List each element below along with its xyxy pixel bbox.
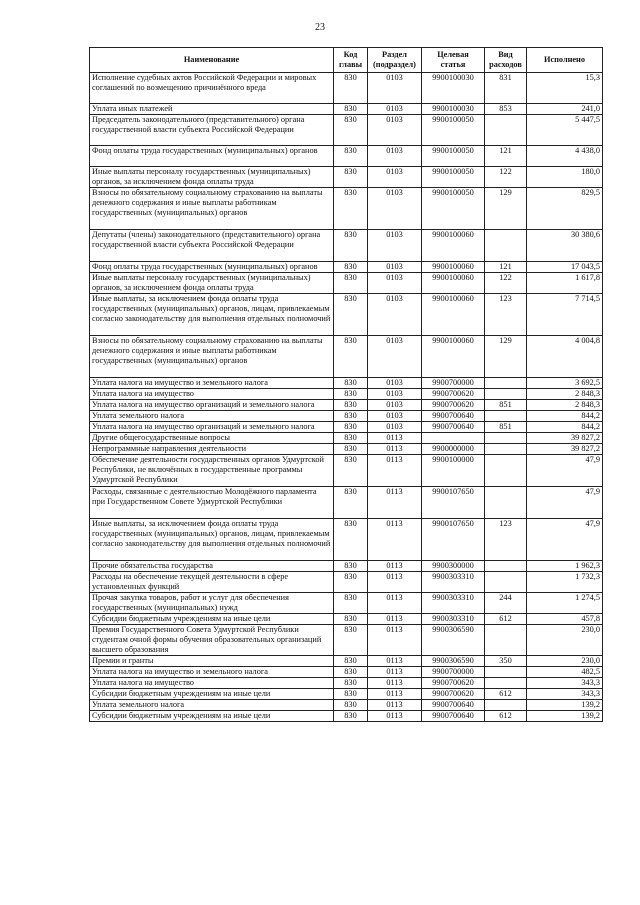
- cell-section: 0103: [368, 167, 422, 188]
- header-code: Код главы: [334, 48, 368, 73]
- table-row: [90, 700, 603, 711]
- cell-section: 0103: [368, 378, 422, 389]
- cell-section: 0113: [368, 614, 422, 625]
- cell-section: 0113: [368, 572, 422, 593]
- cell-name: Субсидии бюджетным учреждениям на иные цели: [90, 711, 334, 722]
- cell-kind: 123: [485, 519, 527, 561]
- cell-amount: 829,5: [527, 188, 603, 230]
- cell-amount: 343,3: [527, 689, 603, 700]
- table-row: [90, 378, 603, 389]
- cell-article: 9900700620: [422, 689, 485, 700]
- cell-amount: 844,2: [527, 411, 603, 422]
- cell-article: 9900700640: [422, 711, 485, 722]
- cell-amount: 2 848,3: [527, 389, 603, 400]
- table-row: [90, 667, 603, 678]
- cell-amount: 139,2: [527, 711, 603, 722]
- cell-kind: 350: [485, 656, 527, 667]
- cell-name: Уплата земельного налога: [90, 700, 334, 711]
- table-row: [90, 689, 603, 700]
- cell-name: Уплата земельного налога: [90, 411, 334, 422]
- cell-name: Непрограммные направления деятельности: [90, 444, 334, 455]
- cell-kind: [485, 115, 527, 146]
- cell-code: 830: [334, 411, 368, 422]
- cell-code: 830: [334, 230, 368, 262]
- cell-kind: 851: [485, 400, 527, 411]
- cell-code: 830: [334, 389, 368, 400]
- table-row: [90, 593, 603, 614]
- header-amount: Исполнено: [527, 48, 603, 73]
- cell-article: 9900100000: [422, 455, 485, 487]
- cell-kind: 612: [485, 689, 527, 700]
- cell-name: Прочие обязательства государства: [90, 561, 334, 572]
- cell-code: 830: [334, 188, 368, 230]
- cell-article: 9900303310: [422, 593, 485, 614]
- cell-section: 0103: [368, 294, 422, 336]
- cell-article: 9900100060: [422, 336, 485, 378]
- cell-article: 9900100060: [422, 230, 485, 262]
- cell-code: 830: [334, 294, 368, 336]
- cell-code: 830: [334, 711, 368, 722]
- cell-article: 9900306590: [422, 656, 485, 667]
- cell-section: 0113: [368, 667, 422, 678]
- cell-kind: [485, 411, 527, 422]
- cell-amount: 47,9: [527, 519, 603, 561]
- cell-code: 830: [334, 167, 368, 188]
- cell-kind: [485, 433, 527, 444]
- cell-article: 9900700620: [422, 678, 485, 689]
- cell-article: 9900300000: [422, 561, 485, 572]
- cell-kind: [485, 378, 527, 389]
- table-row: [90, 444, 603, 455]
- cell-code: 830: [334, 73, 368, 104]
- cell-article: 9900100060: [422, 262, 485, 273]
- cell-code: 830: [334, 593, 368, 614]
- table-row: [90, 115, 603, 146]
- cell-article: 9900306590: [422, 625, 485, 656]
- cell-amount: 47,9: [527, 487, 603, 519]
- table-row: [90, 455, 603, 487]
- cell-name: Иные выплаты персоналу государственных (муниципальных) органов, за исключением фонда оплаты труда: [90, 167, 334, 188]
- header-section: Раздел (подраздел): [368, 48, 422, 73]
- cell-section: 0113: [368, 433, 422, 444]
- cell-name: Расходы на обеспечение текущей деятельности в сфере установленных функций: [90, 572, 334, 593]
- table-row: [90, 625, 603, 656]
- cell-article: 9900700640: [422, 700, 485, 711]
- cell-amount: 39 827,2: [527, 433, 603, 444]
- table-row: [90, 422, 603, 433]
- cell-name: Уплата налога на имущество организаций и земельного налога: [90, 400, 334, 411]
- cell-name: Взносы по обязательному социальному страхованию на выплаты денежного содержания и иные выплаты работникам государственных (муниципальных) органов: [90, 188, 334, 230]
- header-name: Наименование: [90, 48, 334, 73]
- cell-article: 9900303310: [422, 614, 485, 625]
- cell-kind: [485, 487, 527, 519]
- cell-kind: [485, 389, 527, 400]
- cell-section: 0103: [368, 336, 422, 378]
- cell-article: 9900100050: [422, 167, 485, 188]
- cell-kind: [485, 572, 527, 593]
- cell-section: 0103: [368, 273, 422, 294]
- cell-code: 830: [334, 519, 368, 561]
- cell-name: Премия Государственного Совета Удмуртской Республики студентам очной формы обучения образовательных организаций высшего образования: [90, 625, 334, 656]
- cell-kind: [485, 230, 527, 262]
- cell-name: Другие общегосударственные вопросы: [90, 433, 334, 444]
- cell-section: 0113: [368, 455, 422, 487]
- table-row: [90, 487, 603, 519]
- cell-code: 830: [334, 572, 368, 593]
- cell-code: 830: [334, 422, 368, 433]
- cell-amount: 1 962,3: [527, 561, 603, 572]
- table-row: [90, 614, 603, 625]
- cell-kind: 121: [485, 146, 527, 167]
- cell-section: 0113: [368, 593, 422, 614]
- cell-code: 830: [334, 455, 368, 487]
- cell-code: 830: [334, 700, 368, 711]
- cell-name: Иные выплаты персоналу государственных (муниципальных) органов, за исключением фонда оплаты труда: [90, 273, 334, 294]
- cell-name: Уплата иных платежей: [90, 104, 334, 115]
- cell-code: 830: [334, 336, 368, 378]
- cell-section: 0113: [368, 689, 422, 700]
- cell-code: 830: [334, 678, 368, 689]
- table-row: [90, 167, 603, 188]
- cell-section: 0103: [368, 422, 422, 433]
- cell-name: Взносы по обязательному социальному страхованию на выплаты денежного содержания и иные выплаты работникам государственных (муниципальных) органов: [90, 336, 334, 378]
- cell-kind: 853: [485, 104, 527, 115]
- table-row: [90, 146, 603, 167]
- table-row: [90, 411, 603, 422]
- cell-article: 9900700640: [422, 411, 485, 422]
- budget-table: [89, 47, 603, 722]
- cell-section: 0113: [368, 700, 422, 711]
- cell-amount: 30 380,6: [527, 230, 603, 262]
- cell-article: 9900303310: [422, 572, 485, 593]
- table-row: [90, 336, 603, 378]
- cell-amount: 39 827,2: [527, 444, 603, 455]
- table-body: [90, 73, 603, 722]
- cell-amount: 1 617,8: [527, 273, 603, 294]
- cell-section: 0103: [368, 411, 422, 422]
- cell-amount: 3 692,5: [527, 378, 603, 389]
- cell-code: 830: [334, 667, 368, 678]
- table-header-row: [90, 48, 603, 73]
- cell-section: 0103: [368, 230, 422, 262]
- cell-article: 9900700620: [422, 400, 485, 411]
- cell-amount: 482,5: [527, 667, 603, 678]
- cell-article: 9900700620: [422, 389, 485, 400]
- cell-name: Расходы, связанные с деятельностью Молодёжного парламента при Государственном Совете Удмуртской Республики: [90, 487, 334, 519]
- table-row: [90, 188, 603, 230]
- cell-name: Уплата налога на имущество организаций и земельного налога: [90, 422, 334, 433]
- cell-code: 830: [334, 614, 368, 625]
- table-row: [90, 389, 603, 400]
- cell-name: Уплата налога на имущество: [90, 678, 334, 689]
- cell-code: 830: [334, 444, 368, 455]
- cell-kind: [485, 561, 527, 572]
- cell-article: 9900100050: [422, 115, 485, 146]
- cell-name: Фонд оплаты труда государственных (муниципальных) органов: [90, 262, 334, 273]
- cell-kind: 831: [485, 73, 527, 104]
- table-row: [90, 262, 603, 273]
- cell-amount: 1 274,5: [527, 593, 603, 614]
- cell-article: 9900100030: [422, 104, 485, 115]
- cell-code: 830: [334, 400, 368, 411]
- cell-article: [422, 433, 485, 444]
- cell-amount: 17 043,5: [527, 262, 603, 273]
- table-row: [90, 656, 603, 667]
- cell-name: Иные выплаты, за исключением фонда оплаты труда государственных (муниципальных) органов, лицам, привлекаемым согласно законодательству для выполнения отдельных полномочий: [90, 519, 334, 561]
- cell-name: Депутаты (члены) законодательного (представительного) органа государственной власти субъекта Российской Федерации: [90, 230, 334, 262]
- cell-name: Уплата налога на имущество и земельного налога: [90, 378, 334, 389]
- cell-section: 0103: [368, 115, 422, 146]
- cell-section: 0103: [368, 400, 422, 411]
- cell-article: 9900100030: [422, 73, 485, 104]
- table-row: [90, 400, 603, 411]
- cell-amount: 343,3: [527, 678, 603, 689]
- cell-kind: 123: [485, 294, 527, 336]
- table-row: [90, 711, 603, 722]
- cell-article: 9900100060: [422, 273, 485, 294]
- cell-name: Субсидии бюджетным учреждениям на иные цели: [90, 614, 334, 625]
- cell-amount: 1 732,3: [527, 572, 603, 593]
- cell-section: 0103: [368, 262, 422, 273]
- cell-code: 830: [334, 689, 368, 700]
- cell-amount: 230,0: [527, 656, 603, 667]
- cell-name: Уплата налога на имущество и земельного налога: [90, 667, 334, 678]
- cell-amount: 844,2: [527, 422, 603, 433]
- cell-section: 0113: [368, 487, 422, 519]
- cell-section: 0103: [368, 188, 422, 230]
- cell-article: 9900100050: [422, 146, 485, 167]
- cell-kind: [485, 444, 527, 455]
- cell-code: 830: [334, 378, 368, 389]
- cell-section: 0103: [368, 73, 422, 104]
- cell-section: 0103: [368, 104, 422, 115]
- table-row: [90, 104, 603, 115]
- cell-name: Обеспечение деятельности государственных органов Удмуртской Республики, не включённых в государственные программы Удмуртской Республики: [90, 455, 334, 487]
- cell-amount: 5 447,5: [527, 115, 603, 146]
- table-row: [90, 433, 603, 444]
- cell-name: Премии и гранты: [90, 656, 334, 667]
- cell-kind: 851: [485, 422, 527, 433]
- cell-name: Прочая закупка товаров, работ и услуг для обеспечения государственных (муниципальных) нужд: [90, 593, 334, 614]
- cell-code: 830: [334, 656, 368, 667]
- cell-amount: 2 848,3: [527, 400, 603, 411]
- cell-section: 0113: [368, 656, 422, 667]
- cell-amount: 230,0: [527, 625, 603, 656]
- cell-name: Уплата налога на имущество: [90, 389, 334, 400]
- cell-name: Иные выплаты, за исключением фонда оплаты труда государственных (муниципальных) органов, лицам, привлекаемым согласно законодательству для выполнения отдельных полномочий: [90, 294, 334, 336]
- cell-section: 0113: [368, 625, 422, 656]
- cell-section: 0113: [368, 678, 422, 689]
- cell-code: 830: [334, 433, 368, 444]
- cell-code: 830: [334, 146, 368, 167]
- cell-code: 830: [334, 625, 368, 656]
- cell-kind: [485, 700, 527, 711]
- table-row: [90, 561, 603, 572]
- cell-kind: [485, 625, 527, 656]
- table-row: [90, 294, 603, 336]
- cell-name: Субсидии бюджетным учреждениям на иные цели: [90, 689, 334, 700]
- cell-article: 9900000000: [422, 444, 485, 455]
- cell-code: 830: [334, 561, 368, 572]
- cell-name: Исполнение судебных актов Российской Федерации и мировых соглашений по возмещению причинённого вреда: [90, 73, 334, 104]
- cell-name: Председатель законодательного (представительного) органа государственной власти субъекта Российской Федерации: [90, 115, 334, 146]
- table-row: [90, 73, 603, 104]
- header-article: Целевая статья: [422, 48, 485, 73]
- cell-section: 0113: [368, 711, 422, 722]
- cell-kind: 244: [485, 593, 527, 614]
- cell-article: 9900700000: [422, 667, 485, 678]
- cell-kind: 612: [485, 711, 527, 722]
- cell-kind: [485, 667, 527, 678]
- cell-code: 830: [334, 273, 368, 294]
- cell-amount: 457,8: [527, 614, 603, 625]
- cell-section: 0113: [368, 444, 422, 455]
- cell-amount: 4 438,0: [527, 146, 603, 167]
- cell-article: 9900107650: [422, 487, 485, 519]
- cell-article: 9900100060: [422, 294, 485, 336]
- cell-amount: 180,0: [527, 167, 603, 188]
- table-row: [90, 230, 603, 262]
- cell-amount: 47,9: [527, 455, 603, 487]
- cell-code: 830: [334, 104, 368, 115]
- table-row: [90, 572, 603, 593]
- cell-amount: 15,3: [527, 73, 603, 104]
- cell-kind: 122: [485, 273, 527, 294]
- cell-article: 9900700000: [422, 378, 485, 389]
- cell-kind: [485, 455, 527, 487]
- cell-section: 0103: [368, 389, 422, 400]
- cell-amount: 241,0: [527, 104, 603, 115]
- cell-article: 9900700640: [422, 422, 485, 433]
- cell-article: 9900100050: [422, 188, 485, 230]
- cell-article: 9900107650: [422, 519, 485, 561]
- cell-kind: 129: [485, 336, 527, 378]
- page-number: 23: [315, 22, 325, 33]
- table-row: [90, 519, 603, 561]
- cell-amount: 4 004,8: [527, 336, 603, 378]
- cell-amount: 7 714,5: [527, 294, 603, 336]
- cell-code: 830: [334, 262, 368, 273]
- cell-section: 0103: [368, 146, 422, 167]
- cell-code: 830: [334, 487, 368, 519]
- cell-section: 0113: [368, 519, 422, 561]
- cell-section: 0113: [368, 561, 422, 572]
- cell-kind: 121: [485, 262, 527, 273]
- cell-name: Фонд оплаты труда государственных (муниципальных) органов: [90, 146, 334, 167]
- cell-kind: 612: [485, 614, 527, 625]
- table-row: [90, 273, 603, 294]
- cell-kind: 122: [485, 167, 527, 188]
- header-kind: Вид расходов: [485, 48, 527, 73]
- cell-kind: 129: [485, 188, 527, 230]
- table-row: [90, 678, 603, 689]
- cell-amount: 139,2: [527, 700, 603, 711]
- cell-code: 830: [334, 115, 368, 146]
- cell-kind: [485, 678, 527, 689]
